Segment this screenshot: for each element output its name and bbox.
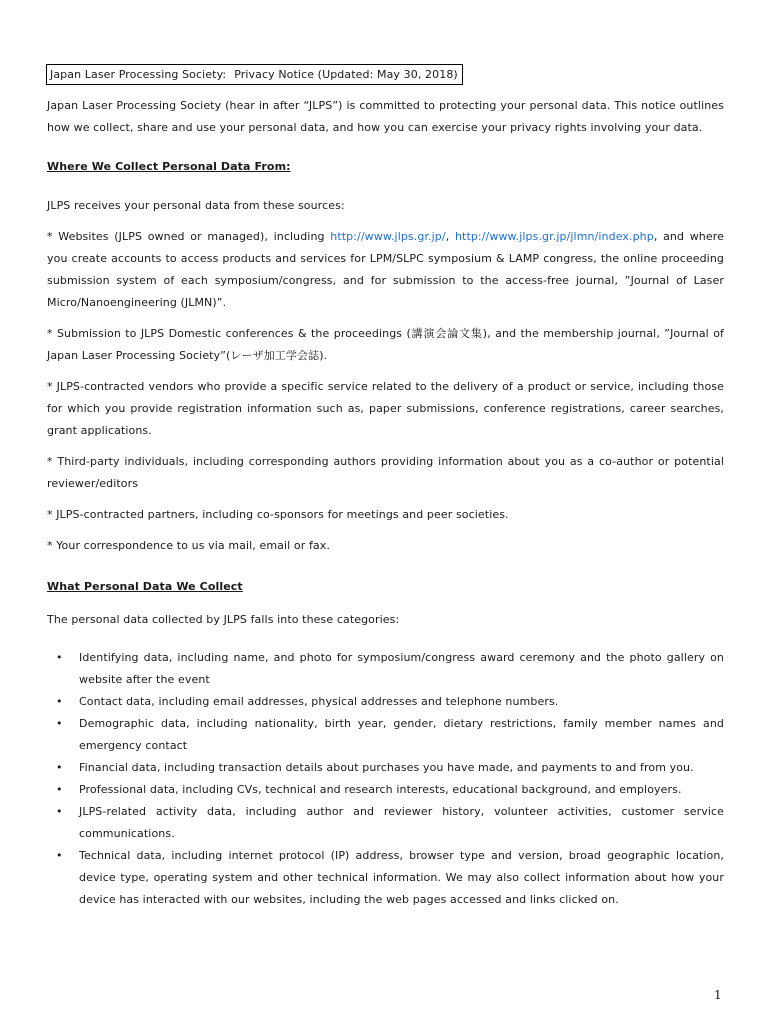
document-page [47, 64, 724, 911]
source-item: * Your correspondence to us via mail, email or fax. [47, 539, 330, 552]
page-number: 1 [714, 988, 722, 1002]
list-item [47, 801, 724, 845]
list-item [47, 691, 724, 713]
source-item: * JLPS-contracted vendors who provide a specific service related to the delivery of a product or service, including those for which you provide registration information such as, paper submissions, conference registrations, career searches, grant applications. [47, 380, 724, 437]
bullet-icon: • [56, 805, 63, 818]
sources-intro: JLPS receives your personal data from these sources: [47, 199, 345, 212]
list-item-text: JLPS-related activity data, including author and reviewer history, volunteer activities, customer service communications. [79, 805, 724, 840]
section-heading-collect-from: Where We Collect Personal Data From: [47, 160, 291, 173]
jlps-link[interactable]: http://www.jlps.gr.jp/ [330, 230, 446, 243]
bullet-icon: • [56, 651, 63, 664]
list-item [47, 757, 724, 779]
categories-list [47, 647, 724, 911]
bullet-icon: • [56, 783, 63, 796]
list-item-text: Technical data, including internet protocol (IP) address, browser type and version, broad geographic location, device type, operating system and other technical information. We may also collect information about how your device has interacted with our websites, including the web pages accessed and links clicked on. [79, 849, 724, 906]
list-item [47, 713, 724, 757]
jlmn-link[interactable]: http://www.jlps.gr.jp/jlmn/index.php [454, 230, 654, 243]
list-item [47, 779, 724, 801]
notice-name: Privacy Notice (Updated: May 30, 2018) [234, 68, 458, 81]
source-item: * Third-party individuals, including corresponding authors providing information about you as a co-author or potential reviewer/editors [47, 455, 724, 490]
list-item-text: Contact data, including email addresses, physical addresses and telephone numbers. [79, 695, 559, 708]
org-name: Japan Laser Processing Society: [50, 68, 227, 81]
bullet-icon: • [56, 849, 63, 862]
websites-suffix: , and where you create accounts to access products and services for LPM/SLPC symposium & LAMP congress, the online proceeding submission system of each symposium/congress, and for submission to the access-free journal, ”Journal of Laser Micro/Nanoengineering (JLMN)”. [47, 230, 724, 309]
source-item: * Submission to JLPS Domestic conferences & the proceedings (講演会論文集), and the membership journal, ”Journal of Japan Laser Processing Society”(レーザ加工学会誌). [47, 327, 724, 362]
bullet-icon: • [56, 695, 63, 708]
link-separator: , [445, 230, 455, 243]
list-item-text: Financial data, including transaction details about purchases you have made, and payments to and from you. [79, 761, 694, 774]
list-item-text: Identifying data, including name, and photo for symposium/congress award ceremony and the photo gallery on website after the event [79, 651, 724, 686]
categories-intro: The personal data collected by JLPS falls into these categories: [47, 613, 400, 626]
list-item-text: Demographic data, including nationality, birth year, gender, dietary restrictions, family member names and emergency contact [79, 717, 724, 752]
websites-prefix: * Websites (JLPS owned or managed), including [47, 230, 331, 243]
list-item-text: Professional data, including CVs, technical and research interests, educational background, and employers. [79, 783, 682, 796]
bullet-icon: • [56, 761, 63, 774]
section-heading-what-collect: What Personal Data We Collect [47, 580, 243, 593]
intro-paragraph: Japan Laser Processing Society (hear in after “JLPS”) is committed to protecting your personal data. This notice outlines how we collect, share and use your personal data, and how you can exercise your privacy rights involving your data. [47, 99, 724, 134]
source-item-websites [47, 226, 724, 314]
notice-title [46, 64, 463, 85]
bullet-icon: • [56, 717, 63, 730]
source-item: * JLPS-contracted partners, including co-sponsors for meetings and peer societies. [47, 508, 509, 521]
list-item [47, 647, 724, 691]
list-item [47, 845, 724, 911]
